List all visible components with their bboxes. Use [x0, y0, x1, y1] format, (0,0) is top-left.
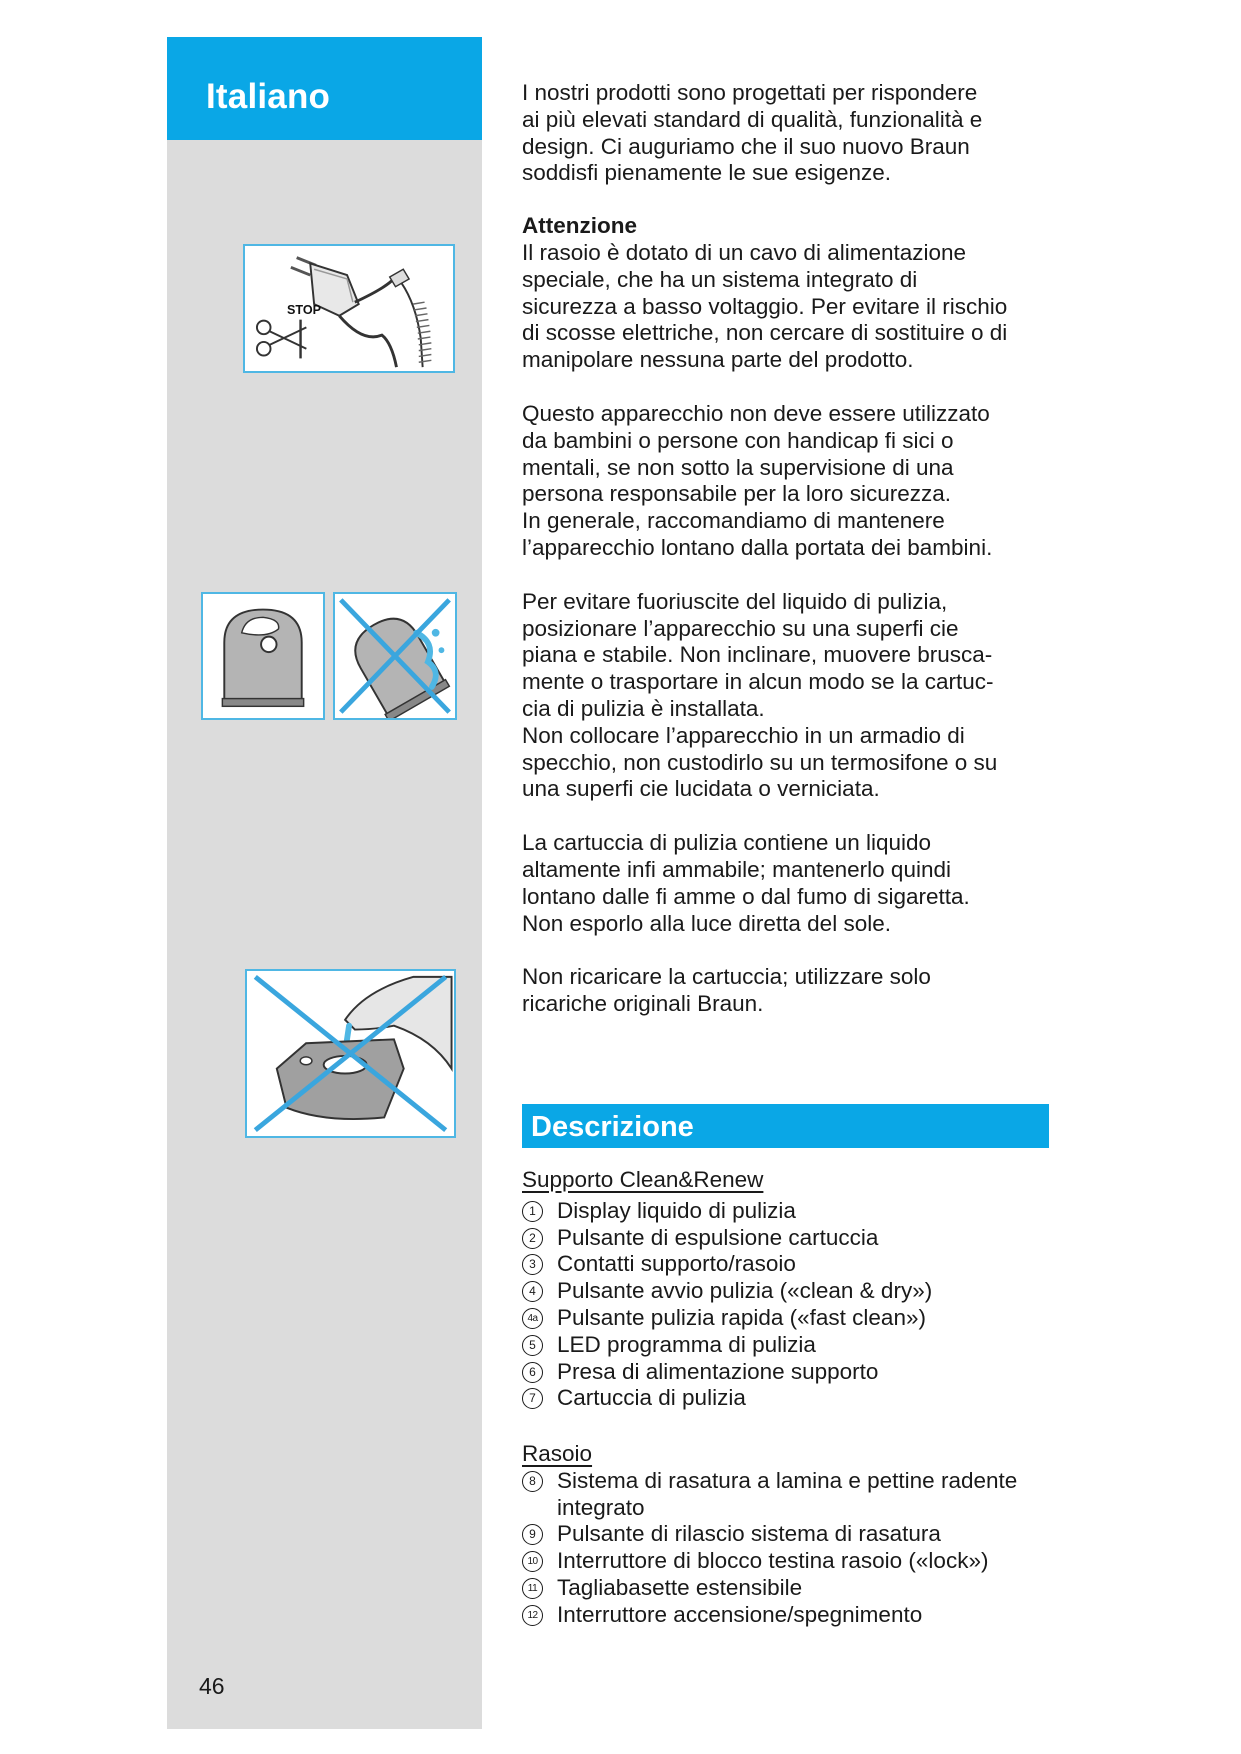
number-badge: 2: [522, 1228, 543, 1249]
item-text: Display liquido di pulizia: [557, 1197, 796, 1223]
number-badge: 7: [522, 1388, 543, 1409]
number-badge: 6: [522, 1362, 543, 1383]
flammable-paragraph: [522, 830, 1062, 937]
item-text: Tagliabasette estensibile: [557, 1574, 803, 1600]
intro-paragraph: [522, 80, 1062, 187]
list-item: [522, 1548, 1082, 1575]
number-badge: 1: [522, 1201, 543, 1222]
text-line: Non ricaricare la cartuccia; utilizzare solo: [522, 964, 931, 990]
text-line: di scosse elettriche, non cercare di sostituire o di: [522, 320, 1008, 346]
number-badge: 4a: [522, 1308, 543, 1329]
main-content: [522, 80, 1062, 1018]
text-line: I nostri prodotti sono progettati per rispondere: [522, 80, 978, 105]
text-line: cia di pulizia è installata.: [522, 695, 765, 721]
item-text: Presa di alimentazione supporto: [557, 1358, 879, 1384]
shaver-heading: Rasoio: [522, 1441, 593, 1466]
plug-with-scissors-icon: [243, 244, 455, 373]
text-line: piana e stabile. Non inclinare, muovere brusca-: [522, 642, 993, 668]
item-text: Interruttore accensione/spegnimento: [557, 1601, 923, 1627]
text-line: una superfi cie lucidata o verniciata.: [522, 776, 880, 802]
list-item: [522, 1575, 1082, 1602]
refill-paragraph: [522, 964, 1062, 1018]
item-text: Contatti supporto/rasoio: [557, 1251, 796, 1277]
item-text: Interruttore di blocco testina rasoio («lock»): [557, 1548, 989, 1574]
warning-heading: Attenzione: [522, 213, 637, 239]
list-item: [522, 1305, 1082, 1332]
list-item: [522, 1521, 1082, 1548]
text-line: specchio, non custodirlo su un termosifone o su: [522, 749, 998, 775]
placement-paragraph: [522, 589, 1062, 803]
text-line: Questo apparecchio non deve essere utilizzato: [522, 400, 990, 426]
text-line: l’apparecchio lontano dalla portata dei bambini.: [522, 534, 993, 560]
list-item: [522, 1251, 1082, 1278]
text-line: mentali, se non sotto la supervisione di una: [522, 454, 954, 480]
text-line: Per evitare fuoriuscite del liquido di pulizia,: [522, 588, 948, 614]
text-line: ricariche originali Braun.: [522, 991, 764, 1017]
item-text: Sistema di rasatura a lamina e pettine radente: [557, 1467, 1018, 1493]
warning-section: [522, 213, 1062, 374]
children-paragraph: [522, 401, 1062, 562]
text-line: persona responsabile per la loro sicurezza.: [522, 481, 951, 507]
number-badge: 9: [522, 1524, 543, 1545]
text-line: da bambini o persone con handicap fi sici o: [522, 427, 954, 453]
item-text: LED programma di pulizia: [557, 1331, 816, 1357]
text-line: mente o trasportare in alcun modo se la cartuc-: [522, 669, 994, 695]
number-badge: 3: [522, 1254, 543, 1275]
list-item: [522, 1385, 1082, 1412]
text-line: Il rasoio è dotato di un cavo di alimentazione: [522, 239, 967, 265]
support-heading: Supporto Clean&Renew: [522, 1167, 764, 1192]
stop-label: STOP: [286, 302, 322, 317]
text-line: speciale, che ha un sistema integrato di: [522, 266, 918, 292]
list-item: [522, 1225, 1082, 1252]
text-line: Non esporlo alla luce diretta del sole.: [522, 910, 891, 936]
description-title: Descrizione: [531, 1111, 694, 1143]
text-line: posizionare l’apparecchio su una superfi cie: [522, 615, 959, 641]
text-line: In generale, raccomandiamo di mantenere: [522, 508, 945, 534]
list-item: [522, 1332, 1082, 1359]
station-tilted-crossed-icon: [333, 592, 457, 720]
text-line: design. Ci auguriamo che il suo nuovo Braun: [522, 133, 970, 159]
number-badge: 8: [522, 1471, 543, 1492]
number-badge: 12: [522, 1605, 543, 1626]
number-badge: 11: [522, 1578, 543, 1599]
list-item: [522, 1468, 1082, 1495]
text-line: lontano dalle fi amme o dal fumo di sigaretta.: [522, 883, 970, 909]
list-item-continuation: [522, 1495, 1082, 1522]
text-line: ai più elevati standard di qualità, funzionalità e: [522, 106, 983, 132]
item-text: integrato: [557, 1494, 645, 1520]
page-number: 46: [199, 1673, 225, 1699]
list-item: [522, 1278, 1082, 1305]
item-text: Cartuccia di pulizia: [557, 1385, 746, 1411]
number-badge: 4: [522, 1281, 543, 1302]
item-text: Pulsante avvio pulizia («clean & dry»): [557, 1278, 933, 1304]
item-text: Pulsante di espulsione cartuccia: [557, 1224, 879, 1250]
shaver-parts-list: [522, 1441, 1082, 1629]
support-parts-list: [522, 1167, 1082, 1412]
text-line: La cartuccia di pulizia contiene un liquido: [522, 830, 932, 856]
number-badge: 5: [522, 1335, 543, 1356]
language-title: Italiano: [206, 77, 331, 116]
item-text: Pulsante di rilascio sistema di rasatura: [557, 1521, 941, 1547]
text-line: Non collocare l’apparecchio in un armadio di: [522, 722, 965, 748]
list-item: [522, 1198, 1082, 1225]
refill-cartridge-crossed-icon: [245, 969, 456, 1138]
list-item: [522, 1359, 1082, 1386]
text-line: manipolare nessuna parte del prodotto.: [522, 347, 914, 373]
number-badge: 10: [522, 1551, 543, 1572]
text-line: soddisfi pienamente le sue esigenze.: [522, 160, 891, 186]
station-upright-icon: [201, 592, 325, 720]
text-line: altamente infi ammabile; mantenerlo quindi: [522, 856, 951, 882]
text-line: sicurezza a basso voltaggio. Per evitare il rischio: [522, 293, 1008, 319]
item-text: Pulsante pulizia rapida («fast clean»): [557, 1304, 926, 1330]
list-item: [522, 1602, 1082, 1629]
